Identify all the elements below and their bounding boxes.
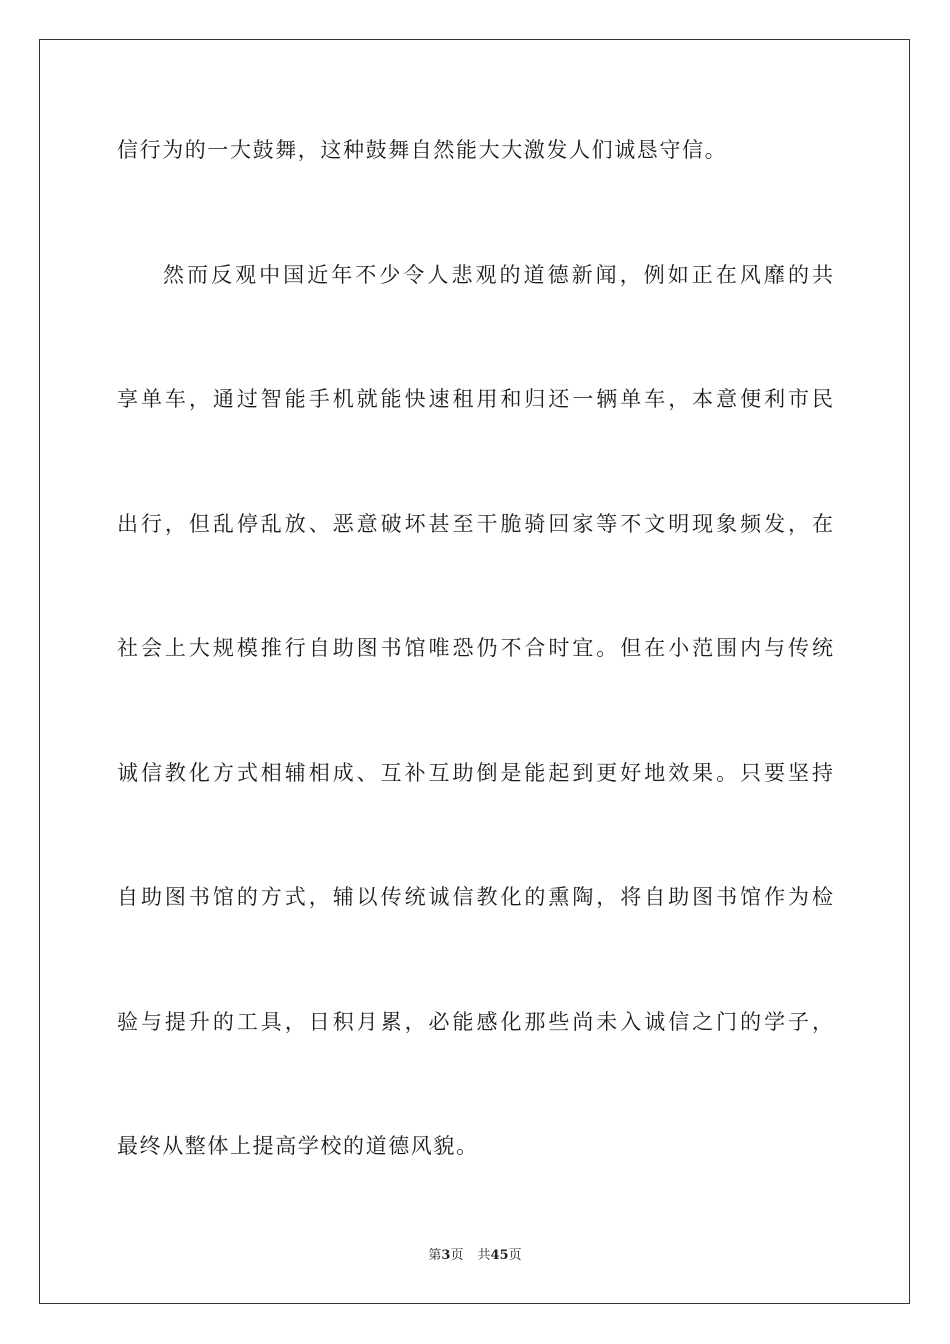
text-line-6: 诚信教化方式相辅相成、互补互助倒是能起到更好地效果。只要坚持 (117, 761, 833, 785)
page-border (39, 39, 910, 1304)
text-line-7: 自助图书馆的方式，辅以传统诚信教化的熏陶，将自助图书馆作为检 (117, 885, 833, 909)
text-line-4: 出行，但乱停乱放、恶意破坏甚至干脆骑回家等不文明现象频发，在 (117, 512, 833, 536)
text-line-1: 信行为的一大鼓舞，这种鼓舞自然能大大激发人们诚恳守信。 (117, 138, 728, 162)
text-line-5: 社会上大规模推行自助图书馆唯恐仍不合时宜。但在小范围内与传统 (117, 636, 833, 660)
text-line-9: 最终从整体上提高学校的道德风貌。 (117, 1134, 479, 1158)
text-line-8: 验与提升的工具，日积月累，必能感化那些尚未入诚信之门的学子， (117, 1010, 833, 1034)
paragraph-first-line: 然而反观中国近年不少令人悲观的道德新闻，例如正在风靡的共 (163, 263, 833, 287)
page-footer (0, 1247, 950, 1265)
page-number: 3 (441, 1248, 451, 1263)
total-pages: 45 (490, 1248, 509, 1263)
page-prefix: 第 (428, 1248, 442, 1263)
total-prefix: 共 (477, 1248, 491, 1263)
text-line-3: 享单车，通过智能手机就能快速租用和归还一辆单车，本意便利市民 (117, 387, 833, 411)
page-suffix: 页 (450, 1248, 464, 1263)
total-suffix: 页 (508, 1248, 522, 1263)
